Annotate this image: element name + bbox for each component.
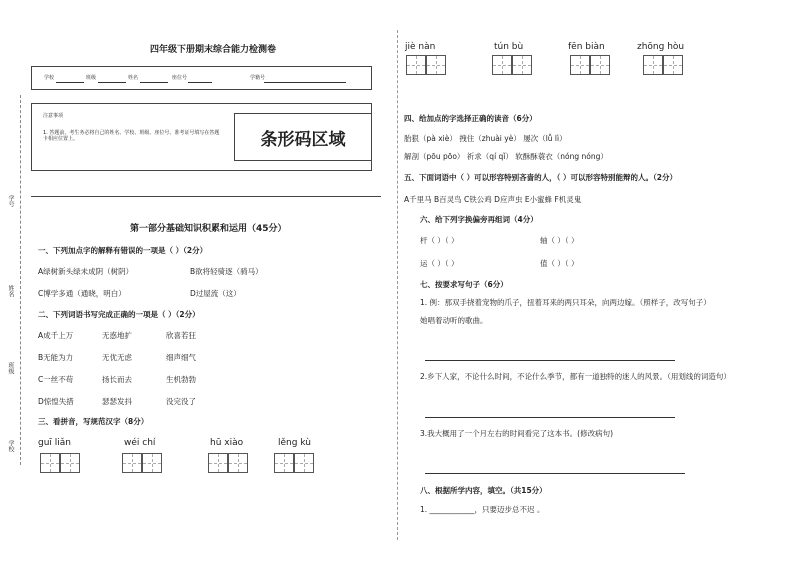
pinyin-label: jiè nàn bbox=[405, 42, 436, 52]
barcode-label: 条形码区域 bbox=[260, 129, 346, 150]
q4-title: 四、给加点的字选择正确的读音（6分） bbox=[404, 114, 537, 123]
q4-line2: 解剖（pōu pōo） 祈求（qí qǐ） 软酥酥蓑衣（nóng nóng） bbox=[404, 152, 608, 161]
exam-title: 四年级下册期末综合能力检测卷 bbox=[150, 45, 277, 55]
q2-cell: 细声细气 bbox=[166, 353, 196, 362]
notice-title: 注意事项 bbox=[43, 113, 64, 119]
student-no-label: 学籍号 bbox=[250, 75, 266, 81]
writing-box[interactable] bbox=[208, 453, 228, 473]
q4-line1: 胎狠（pà xiè） 拽住（zhuài yè） 屡次（lǚ lì） bbox=[404, 134, 567, 143]
writing-box[interactable] bbox=[570, 55, 590, 75]
writing-box[interactable] bbox=[492, 55, 512, 75]
q2-cell: C一丝不苟 bbox=[38, 375, 74, 384]
q6-row1a: 杆（ ）（ ） bbox=[420, 236, 459, 245]
name-label: 姓名 bbox=[128, 75, 139, 81]
q2-cell: B无能为力 bbox=[38, 353, 74, 362]
q1-option-a: A绿树新头绿未成阴（树阴） bbox=[38, 267, 134, 276]
class-label: 班级 bbox=[86, 75, 97, 81]
pinyin-label: wéi chí bbox=[124, 438, 156, 448]
q2-cell: 无惑地扩 bbox=[102, 331, 132, 340]
q8-title: 八、根据所学内容，填空。（共15分） bbox=[420, 486, 547, 495]
writing-box[interactable] bbox=[426, 55, 446, 75]
q2-cell: D惊惶失措 bbox=[38, 397, 74, 406]
q2-cell: 无优无虑 bbox=[102, 353, 132, 362]
q7-s3: 3.我大概用了一个月左右的时间看完了这本书。(修改病句) bbox=[420, 429, 614, 438]
section-divider bbox=[31, 196, 381, 197]
writing-box[interactable] bbox=[142, 453, 162, 473]
q2-title: 二、下列词语书写完成正确的一项是（ ）（2分） bbox=[38, 310, 200, 319]
q2-cell: 欣喜若狂 bbox=[166, 331, 196, 340]
fold-line bbox=[397, 30, 398, 540]
q8-line1: 1. ____________，只要迈步总不迟 。 bbox=[420, 505, 545, 514]
q7-s2: 2.乡下人家，不论什么时间，不论什么季节，都有一道独特的迷人的风景。（用划线的词造句） bbox=[420, 372, 731, 381]
pinyin-label: fēn biàn bbox=[568, 42, 605, 52]
q5-options: A千里马 B百灵鸟 C铁公鸡 D应声虫 E小蜜蜂 F机灵鬼 bbox=[404, 195, 582, 204]
seat-label: 座位号 bbox=[172, 75, 188, 81]
side-label-class: 班级 bbox=[7, 362, 14, 374]
info-box bbox=[31, 66, 372, 90]
school-label: 学校 bbox=[44, 75, 55, 81]
part1-title: 第一部分基础知识积累和运用（45分） bbox=[130, 224, 287, 234]
answer-line[interactable] bbox=[425, 417, 675, 418]
writing-box[interactable] bbox=[406, 55, 426, 75]
writing-box[interactable] bbox=[643, 55, 663, 75]
q2-cell: 生机勃勃 bbox=[166, 375, 196, 384]
answer-line[interactable] bbox=[425, 473, 685, 474]
writing-box[interactable] bbox=[122, 453, 142, 473]
q5-title: 五、下面词语中（ ）可以形容特别吝啬的人，（ ）可以形容特别能辩的人。（2分） bbox=[404, 173, 677, 182]
writing-box[interactable] bbox=[40, 453, 60, 473]
pinyin-label: guī liǎn bbox=[38, 438, 71, 448]
q6-row2a: 运（ ）（ ） bbox=[420, 259, 459, 268]
pinyin-label: zhōng hòu bbox=[637, 42, 685, 52]
q1-title: 一、下列加点字的解释有错误的一项是（ ）（2分） bbox=[38, 246, 208, 255]
q2-cell: 扬长而去 bbox=[102, 375, 132, 384]
pinyin-label: hū xiào bbox=[210, 438, 244, 448]
q6-row1b: 轴（ ）（ ） bbox=[540, 236, 579, 245]
pinyin-label: lěng kù bbox=[278, 438, 311, 448]
q2-cell: A成千上万 bbox=[38, 331, 74, 340]
answer-line[interactable] bbox=[425, 360, 675, 361]
writing-box[interactable] bbox=[663, 55, 683, 75]
notice-text: 1. 答题前，考生务必将自己的姓名、学校、班级、座位号、准考证号填写在答题卡相应位置上。 bbox=[43, 130, 220, 142]
writing-box[interactable] bbox=[228, 453, 248, 473]
side-label-school: 学校 bbox=[7, 440, 14, 452]
binding-line bbox=[20, 95, 21, 465]
barcode-area bbox=[234, 113, 372, 161]
q6-title: 六、给下列字换偏旁再组词（4分） bbox=[420, 215, 538, 224]
writing-box[interactable] bbox=[60, 453, 80, 473]
writing-box[interactable] bbox=[590, 55, 610, 75]
writing-box[interactable] bbox=[512, 55, 532, 75]
q2-cell: 瑟瑟发抖 bbox=[102, 397, 132, 406]
writing-box[interactable] bbox=[274, 453, 294, 473]
side-label-student-no: 学号 bbox=[7, 195, 14, 207]
q1-option-b: B欲将轻骑逐（骑马） bbox=[190, 267, 263, 276]
q1-option-d: D过屋流（这） bbox=[190, 289, 241, 298]
q7-s1: 1. 例：那双手挠着宠物的爪子，扭着耳来的两只耳朵，向两边嫁。（照样子，改写句子） bbox=[420, 298, 711, 307]
q6-row2b: 值（ ）（ ） bbox=[540, 259, 579, 268]
side-label-name: 姓名 bbox=[7, 285, 14, 297]
q1-option-c: C博学多通（通晓，明白） bbox=[38, 289, 126, 298]
writing-box[interactable] bbox=[294, 453, 314, 473]
q7-title: 七、按要求写句子（6分） bbox=[420, 280, 508, 289]
q7-s1b: 她唱着动听的歌曲。 bbox=[420, 316, 488, 325]
q3-title: 三、看拼音，写规范汉字（8分） bbox=[38, 417, 149, 426]
q2-cell: 没完没了 bbox=[166, 397, 196, 406]
pinyin-label: tún bù bbox=[494, 42, 524, 52]
